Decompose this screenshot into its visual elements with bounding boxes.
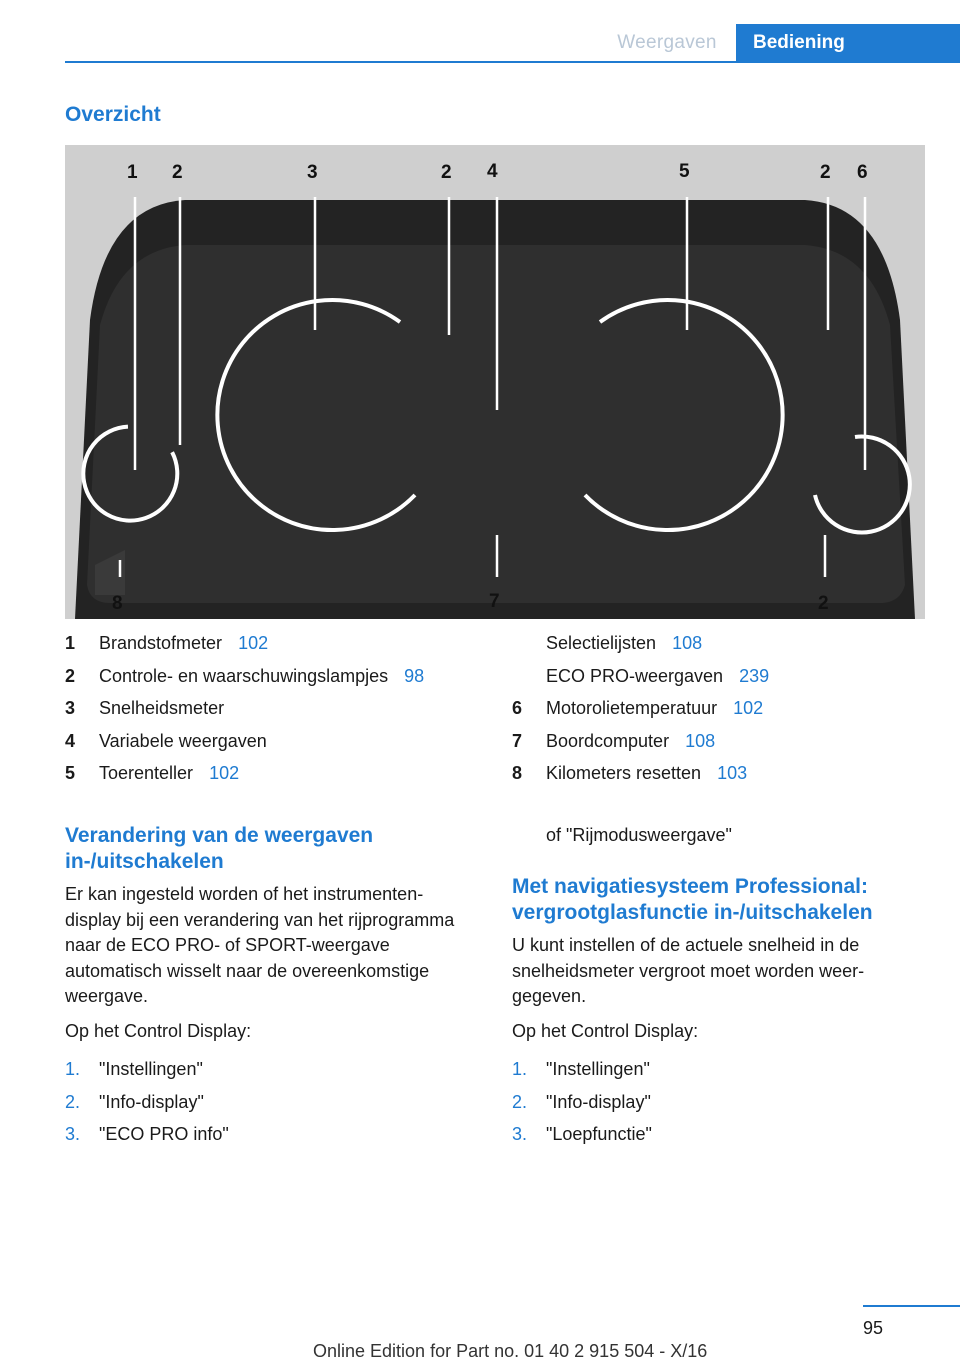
callout-top-4: 4 <box>487 161 498 182</box>
callout-top-5: 5 <box>679 161 690 182</box>
page-title: Overzicht <box>65 103 161 126</box>
callout-top-1: 1 <box>127 162 138 183</box>
page-ref-link[interactable]: 98 <box>404 665 425 686</box>
section-heading: Met navigatiesysteem Professional: vergrootglasfunctie in-/uitschakelen <box>512 875 873 924</box>
legend-item: 2 Controle- en waarschuwingslampjes 98 <box>65 660 475 693</box>
section-body: U kunt instellen of de actuele snelheid in de snelheidsmeter vergroot moet worden weergegeven. <box>512 935 865 1006</box>
page-ref-link[interactable]: 103 <box>717 763 748 783</box>
steps-list <box>65 1053 470 1151</box>
page-ref-link[interactable]: 108 <box>672 633 703 653</box>
page-ref-link[interactable]: 102 <box>238 633 269 653</box>
list-item: 1. "Instellingen" <box>512 1059 650 1079</box>
callout-bottom-7: 7 <box>489 591 500 612</box>
legend-item: 4 Variabele weergaven <box>65 730 267 751</box>
callout-bottom-2: 2 <box>818 593 829 614</box>
header-rule <box>65 61 960 63</box>
step-continuation: of "Rijmodusweergave" <box>546 825 732 845</box>
list-item: 1. "Instellingen" <box>65 1059 203 1079</box>
legend-left <box>65 627 475 790</box>
section-intro: Op het Control Display: <box>65 1020 252 1041</box>
list-item: 3. "Loepfunctie" <box>512 1124 652 1144</box>
legend-item: 8 Kilometers resetten 103 <box>512 757 922 790</box>
callout-top-2c: 2 <box>820 162 831 183</box>
section-heading: Verandering van de weergaven in-/uitschakelen <box>65 824 374 873</box>
legend-item: 3 Snelheidsmeter <box>65 698 225 718</box>
header-tab-bediening[interactable]: Bediening <box>736 24 960 61</box>
callout-top-6: 6 <box>857 162 868 183</box>
callout-top-2b: 2 <box>441 162 452 183</box>
legend-item: ECO PRO-weergaven 239 <box>512 660 922 693</box>
page-ref-link[interactable]: 102 <box>209 763 240 783</box>
section-magnifier <box>512 874 917 1151</box>
steps-list <box>512 1053 917 1151</box>
callout-top-2a: 2 <box>172 162 183 183</box>
legend-item: 7 Boordcomputer 108 <box>512 725 922 758</box>
list-item: 3. "ECO PRO info" <box>65 1124 229 1144</box>
page-ref-link[interactable]: 102 <box>733 698 764 718</box>
page-ref-link[interactable]: 108 <box>685 730 716 751</box>
section-body: Er kan ingesteld worden of het instrumentendisplay bij een verandering van het rijprogramma naar de ECO PRO- of SPORT-weergave automatisch wisselt naar de overeenkomstige weergave. <box>65 884 455 1006</box>
callout-top-3: 3 <box>307 162 318 183</box>
legend-item: 1 Brandstofmeter 102 <box>65 627 475 660</box>
list-item: 2. "Info-display" <box>65 1091 204 1112</box>
legend-item: 5 Toerenteller 102 <box>65 757 475 790</box>
instrument-cluster-figure <box>65 145 925 619</box>
page-ref-link[interactable]: 239 <box>739 665 770 686</box>
section-intro: Op het Control Display: <box>512 1020 699 1041</box>
header-tab-weergaven[interactable]: Weergaven <box>617 31 717 53</box>
legend-item: 6 Motorolietemperatuur 102 <box>512 692 922 725</box>
page-number-rule <box>863 1305 960 1307</box>
callout-bottom-8: 8 <box>112 593 123 614</box>
list-item: 2. "Info-display" <box>512 1091 651 1112</box>
legend-right <box>512 627 922 790</box>
section-display-switch <box>65 823 470 1151</box>
footer-edition: Online Edition for Part no. 01 40 2 915 504 - X/16 <box>313 1341 708 1361</box>
legend-item: Selectielijsten 108 <box>512 627 922 660</box>
page-number: 95 <box>863 1318 884 1338</box>
